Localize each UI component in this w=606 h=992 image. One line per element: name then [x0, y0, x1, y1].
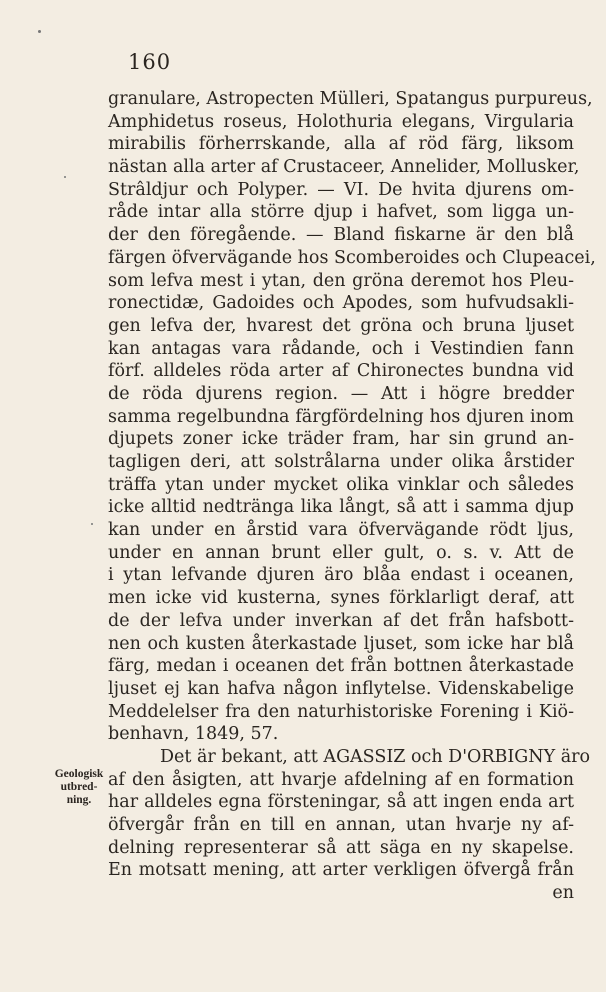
text-line: kan under en årstid vara öfvervägande rödt ljus,: [108, 520, 574, 541]
text-line: de der lefva under inverkan af det från hafsbott-: [108, 610, 574, 631]
text-line: benhavn, 1849, 57.: [108, 724, 279, 745]
text-line: Meddelelser fra den naturhistoriske Forening i Kiö-: [108, 701, 574, 722]
text-line: har alldeles egna försteningar, så att ingen enda art: [108, 792, 574, 813]
text-line: En motsatt mening, att arter verkligen öfvergå från: [108, 860, 574, 881]
text-line: som lefva mest i ytan, den gröna deremot hos Pleu-: [108, 270, 574, 291]
text-line: delning representerar så att säga en ny skapelse.: [108, 837, 574, 858]
paper-speck: [64, 176, 66, 178]
text-line: djupets zoner icke träder fram, har sin grund an-: [108, 429, 574, 450]
paper-speck: [91, 523, 93, 525]
text-line: Strâldjur och Polyper. — VI. De hvita djurens om-: [108, 179, 574, 200]
text-line: träffa ytan under mycket olika vinklar och således: [108, 474, 574, 495]
text-line: de röda djurens region. — Att i högre bredder: [108, 383, 574, 404]
text-line: samma regelbundna färgfördelning hos djuren inom: [108, 406, 574, 427]
margin-note-line: Geologisk: [54, 768, 104, 780]
page-number: 160: [128, 50, 172, 74]
text-line: förf. alldeles röda arter af Chironectes bundna vid: [108, 361, 574, 382]
text-line: gen lefva der, hvarest det gröna och bruna ljuset: [108, 315, 574, 336]
catchword: en: [552, 883, 574, 904]
text-line: råde intar alla större djup i hafvet, som ligga un-: [108, 202, 574, 223]
text-line: i ytan lefvande djuren äro blåa endast i oceanen,: [108, 565, 574, 586]
text-line: nästan alla arter af Crustaceer, Annelider, Mollusker,: [108, 157, 580, 178]
text-line: granulare, Astropecten Mülleri, Spatangus purpureus,: [108, 89, 593, 109]
text-line: färgen öfvervägande hos Scomberoides och Clupeacei,: [108, 247, 596, 268]
margin-note-line: utbred-: [60, 781, 98, 793]
text-line: mirabilis förherrskande, alla af röd färg, liksom: [108, 134, 574, 155]
paper-speck: [38, 30, 41, 33]
text-line: men icke vid kusterna, synes förklarligt deraf, att: [108, 588, 574, 609]
text-line: af den åsigten, att hvarje afdelning af en formation: [108, 769, 574, 790]
text-line: ljuset ej kan hafva någon inflytelse. Videnskabelige: [108, 678, 574, 699]
body-text: [108, 88, 596, 905]
margin-note: [47, 768, 111, 807]
text-line: Det är bekant, att AGASSIZ och D'ORBIGNY äro: [160, 746, 591, 767]
margin-note-line: ning.: [66, 794, 92, 806]
text-line: der den föregående. — Bland fiskarne är den blå: [108, 225, 574, 246]
text-line: tagligen deri, att solstrålarna under olika årstider: [108, 452, 574, 472]
text-line: under en annan brunt eller gult, o. s. v. Att de: [108, 542, 574, 563]
text-line: Amphidetus roseus, Holothuria elegans, Virgularia: [108, 111, 574, 132]
text-line: icke alltid nedtränga lika långt, så att i samma djup: [108, 497, 574, 518]
text-line: färg, medan i oceanen det från bottnen återkastade: [108, 656, 574, 677]
text-line: nen och kusten återkastade ljuset, som icke har blå: [108, 633, 574, 654]
text-line: kan antagas vara rådande, och i Vestindien fann: [108, 338, 574, 359]
text-line: öfvergår från en till en annan, utan hvarje ny af-: [108, 815, 574, 835]
text-line: ronectidæ, Gadoides och Apodes, som hufvudsakli-: [108, 293, 574, 314]
